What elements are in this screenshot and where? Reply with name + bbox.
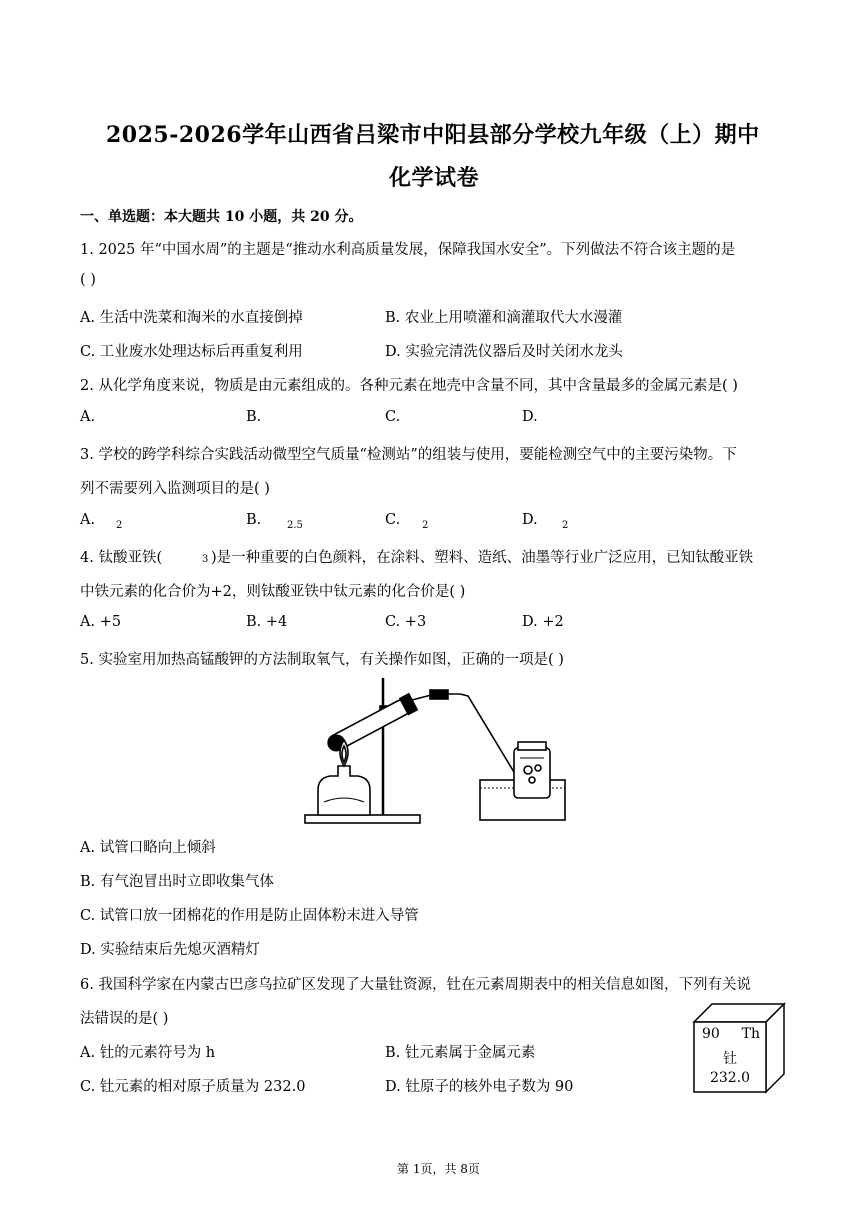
q6-option-a: A. 钍的元素符号为 h: [80, 1045, 216, 1061]
page-subtitle: 化学试卷: [389, 165, 480, 191]
q2-option-d: D.: [522, 409, 538, 425]
q6-option-d: D. 钍原子的核外电子数为 90: [385, 1079, 574, 1095]
q1-option-c: C. 工业废水处理达标后再重复利用: [80, 344, 303, 360]
q3-option-a: A.: [80, 512, 96, 528]
q5-option-b: B. 有气泡冒出时立即收集气体: [80, 874, 274, 890]
q4-stem-line2: 中铁元素的化合价为+2，则钛酸亚铁中钛元素的化合价是( ): [80, 584, 466, 600]
q2-option-a: A.: [80, 409, 96, 425]
q4-stem-line1-start: 4. 钛酸亚铁(: [80, 550, 163, 566]
q3-option-d-subscript: 2: [562, 520, 569, 531]
q1-option-a: A. 生活中洗菜和淘米的水直接倒掉: [80, 310, 303, 326]
q5-option-d: D. 实验结束后先熄灭酒精灯: [80, 942, 260, 958]
element-card: [694, 1022, 766, 1092]
page-title: 2025-2026学年山西省吕梁市中阳县部分学校九年级（上）期中: [106, 122, 760, 148]
q4-stem-line1-end: )是一种重要的白色颜料，在涂料、塑料、造纸、油墨等行业广泛应用，已知钛酸亚铁: [211, 550, 754, 566]
q2-option-c: C.: [385, 409, 401, 425]
q5-option-c: C. 试管口放一团棉花的作用是防止固体粉末进入导管: [80, 908, 419, 924]
q3-option-a-subscript: 2: [116, 520, 123, 531]
element-atomic-number: 90: [702, 1026, 720, 1042]
q1-option-d: D. 实验完清洗仪器后及时关闭水龙头: [385, 344, 623, 360]
element-symbol: Th: [741, 1026, 760, 1042]
q6-option-b: B. 钍元素属于金属元素: [385, 1045, 536, 1061]
q4-option-b: B. +4: [246, 614, 288, 630]
q1-option-b: B. 农业上用喷灌和滴灌取代大水漫灌: [385, 310, 623, 326]
q1-stem-line2: ( ): [80, 272, 96, 288]
q3-option-b: B.: [246, 512, 262, 528]
q3-option-b-subscript: 2.5: [287, 520, 303, 531]
q5-stem: 5. 实验室用加热高锰酸钾的方法制取氧气，有关操作如图，正确的一项是( ): [80, 652, 564, 668]
element-atomic-mass: 232.0: [709, 1070, 751, 1086]
q4-option-d: D. +2: [522, 614, 564, 630]
q3-option-c: C.: [385, 512, 401, 528]
q5-option-a: A. 试管口略向上倾斜: [80, 840, 216, 856]
q6-stem-line1: 6. 我国科学家在内蒙古巴彦乌拉矿区发现了大量钍资源，钍在元素周期表中的相关信息如图，下列有关说: [80, 977, 751, 993]
q3-stem-line2: 列不需要列入监测项目的是( ): [80, 481, 270, 497]
q4-option-c: C. +3: [385, 614, 427, 630]
element-name: 钍: [723, 1051, 737, 1067]
q6-stem-line2: 法错误的是( ): [80, 1011, 169, 1027]
q4-option-a: A. +5: [80, 614, 122, 630]
q3-option-c-subscript: 2: [422, 520, 429, 531]
q6-option-c: C. 钍元素的相对原子质量为 232.0: [80, 1079, 306, 1095]
oxygen-apparatus-diagram: [300, 670, 570, 830]
q2-option-b: B.: [246, 409, 262, 425]
q2-stem: 2. 从化学角度来说，物质是由元素组成的。各种元素在地壳中含量不同，其中含量最多的金属元素是( ): [80, 378, 738, 394]
q3-option-d: D.: [522, 512, 538, 528]
section-heading: 一、单选题：本大题共 10 小题，共 20 分。: [80, 209, 363, 225]
q4-formula-subscript: 3: [202, 554, 209, 565]
q3-stem-line1: 3. 学校的跨学科综合实践活动微型空气质量“检测站”的组装与使用，要能检测空气中的主要污染物。下: [80, 447, 737, 463]
page-footer: 第 1页，共 8页: [397, 1162, 480, 1176]
q1-stem-line1: 1. 2025 年“中国水周”的主题是“推动水利高质量发展，保障我国水安全”。下列做法不符合该主题的是: [80, 242, 736, 258]
